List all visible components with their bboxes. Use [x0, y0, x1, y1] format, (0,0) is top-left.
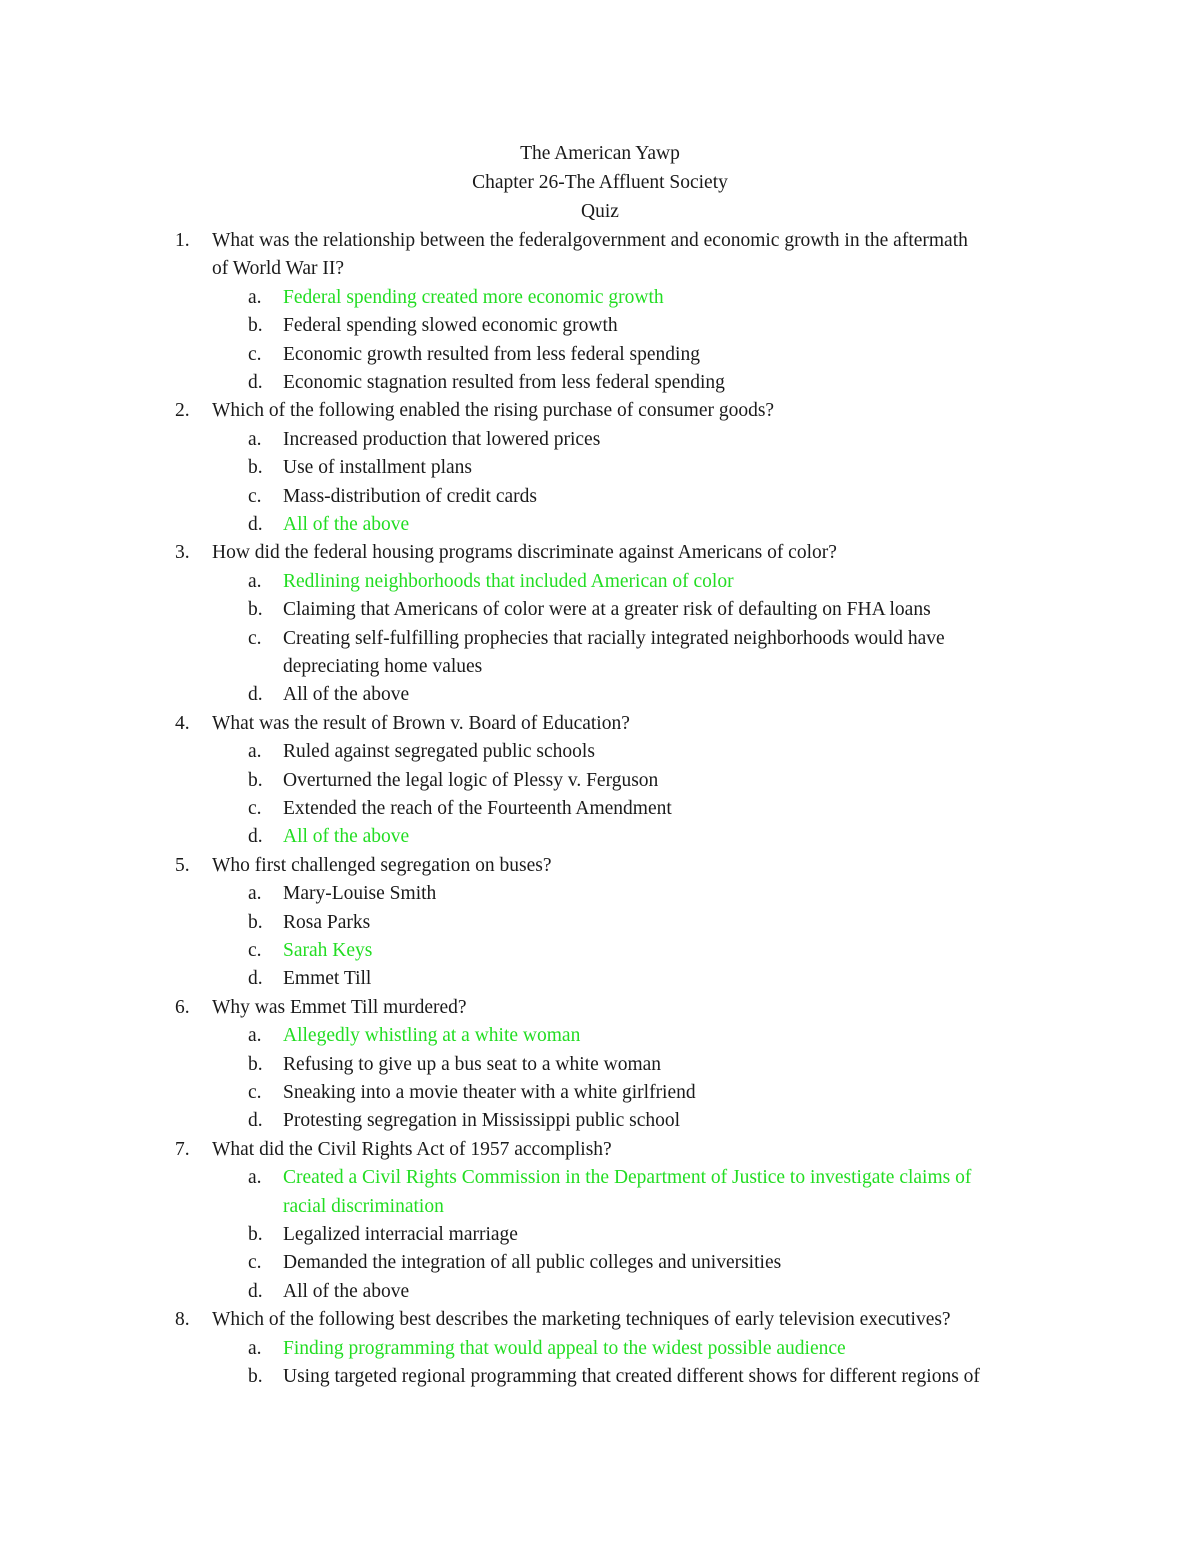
question-number: 6. [175, 996, 190, 1018]
correct-answer-text: Sarah Keys [283, 940, 373, 961]
quiz-label: Quiz [581, 201, 619, 222]
question-number: 1. [175, 230, 190, 251]
question-text: What was the relationship between the federalgovernment and economic growth in the aftermath [212, 230, 968, 251]
question-number: 3. [175, 542, 190, 564]
option-letter: c. [248, 627, 262, 649]
option-text: Ruled against segregated public schools [283, 741, 595, 763]
question-number: 8. [175, 1309, 190, 1331]
correct-answer-text: Created a Civil Rights Commission in the Department of Justice to investigate claims of [283, 1167, 972, 1189]
option-text: depreciating home values [283, 656, 483, 677]
option-letter: b. [248, 315, 263, 337]
option-letter: a. [248, 1025, 262, 1047]
question-text: of World War II? [212, 258, 345, 280]
question-number: 4. [175, 712, 190, 734]
question-number: 2. [175, 400, 190, 422]
correct-answer-text: Allegedly whistling at a white woman [283, 1025, 581, 1047]
option-text: Sneaking into a movie theater with a white girlfriend [283, 1082, 696, 1103]
option-letter: c. [248, 798, 262, 819]
option-letter: d. [248, 372, 263, 393]
option-letter: a. [248, 741, 262, 763]
correct-answer-text: racial discrimination [283, 1195, 444, 1217]
question-text: What did the Civil Rights Act of 1957 accomplish? [212, 1138, 612, 1160]
option-letter: d. [248, 1280, 263, 1302]
option-text: Demanded the integration of all public colleges and universities [283, 1252, 782, 1274]
option-letter: d. [248, 826, 263, 848]
option-letter: d. [248, 514, 263, 535]
option-text: Claiming that Americans of color were at a greater risk of defaulting on FHA loans [283, 599, 931, 621]
option-text: Increased production that lowered prices [283, 428, 601, 450]
option-text: Protesting segregation in Mississippi public school [283, 1110, 681, 1132]
option-letter: c. [248, 940, 262, 961]
document-title: The American Yawp [520, 143, 680, 164]
option-letter: c. [248, 343, 262, 365]
correct-answer-text: Finding programming that would appeal to the widest possible audience [283, 1337, 846, 1359]
option-letter: c. [248, 1082, 262, 1103]
option-text: Economic stagnation resulted from less federal spending [283, 372, 725, 393]
option-text: Federal spending slowed economic growth [283, 315, 618, 337]
option-text: Using targeted regional programming that created different shows for different regions of [283, 1366, 980, 1387]
option-letter: c. [248, 485, 262, 507]
option-text: All of the above [283, 684, 410, 706]
option-letter: d. [248, 1110, 263, 1132]
question-text: Who first challenged segregation on buses? [212, 854, 552, 876]
option-letter: a. [248, 286, 262, 308]
option-letter: b. [248, 457, 263, 479]
option-text: Overturned the legal logic of Plessy v. Ferguson [283, 769, 659, 791]
option-letter: c. [248, 1252, 262, 1274]
correct-answer-text: All of the above [283, 514, 410, 535]
chapter-subtitle: Chapter 26-The Affluent Society [472, 172, 728, 193]
option-letter: b. [248, 911, 263, 933]
option-text: Rosa Parks [283, 911, 371, 933]
option-text: Refusing to give up a bus seat to a white woman [283, 1053, 662, 1075]
option-letter: a. [248, 428, 262, 450]
question-text: How did the federal housing programs discriminate against Americans of color? [212, 542, 837, 564]
question-text: Which of the following best describes the marketing techniques of early television executives? [212, 1309, 951, 1331]
question-number: 7. [175, 1138, 190, 1160]
correct-answer-text: All of the above [283, 826, 410, 848]
option-letter: b. [248, 1053, 263, 1075]
option-letter: a. [248, 1167, 262, 1189]
option-text: Legalized interracial marriage [283, 1224, 518, 1245]
question-text: Why was Emmet Till murdered? [212, 996, 467, 1018]
option-letter: b. [248, 599, 263, 621]
option-text: Mass-distribution of credit cards [283, 485, 537, 507]
option-letter: b. [248, 769, 263, 791]
option-letter: d. [248, 684, 263, 706]
correct-answer-text: Redlining neighborhoods that included American of color [283, 570, 734, 592]
option-letter: b. [248, 1224, 263, 1245]
question-text: What was the result of Brown v. Board of Education? [212, 712, 630, 734]
question-text: Which of the following enabled the rising purchase of consumer goods? [212, 400, 775, 422]
option-letter: a. [248, 570, 262, 592]
option-text: Mary-Louise Smith [283, 883, 437, 905]
option-letter: a. [248, 1337, 262, 1359]
option-text: Use of installment plans [283, 457, 473, 479]
question-number: 5. [175, 854, 190, 876]
option-letter: b. [248, 1366, 263, 1387]
correct-answer-text: Federal spending created more economic growth [283, 286, 664, 308]
option-text: Extended the reach of the Fourteenth Amendment [283, 798, 672, 819]
option-text: All of the above [283, 1280, 410, 1302]
option-text: Economic growth resulted from less federal spending [283, 343, 700, 365]
option-text: Creating self-fulfilling prophecies that racially integrated neighborhoods would have [283, 627, 945, 649]
option-letter: a. [248, 883, 262, 905]
option-text: Emmet Till [283, 968, 372, 990]
option-letter: d. [248, 968, 263, 990]
